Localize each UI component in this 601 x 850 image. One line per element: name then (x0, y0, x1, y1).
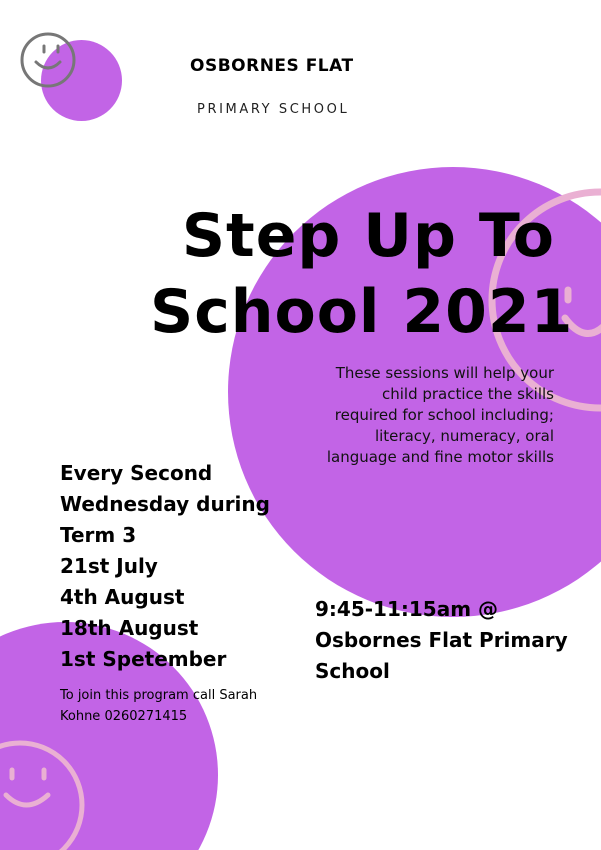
schedule-date: 4th August (60, 585, 185, 609)
schedule-list (60, 458, 300, 675)
schedule-line: Term 3 (60, 523, 137, 547)
school-name: OSBORNES FLAT (190, 56, 354, 76)
event-title (150, 198, 574, 350)
schedule-line: Every Second (60, 461, 213, 485)
schedule-date: 18th August (60, 616, 199, 640)
contact-info: To join this program call Sarah Kohne 0260271415 (60, 688, 258, 724)
event-title-line: School 2021 (150, 277, 574, 347)
smiley-face-icon (0, 743, 82, 850)
event-title-line: Step Up To (181, 201, 555, 271)
time-and-location: 9:45-11:15am @ Osbornes Flat Primary School (315, 597, 568, 683)
smiley-face-icon (22, 34, 74, 86)
school-subtitle: PRIMARY SCHOOL (197, 102, 350, 117)
schedule-date: 1st Spetember (60, 647, 227, 671)
schedule-line: Wednesday during (60, 492, 270, 516)
event-description: These sessions will help your child practice the skills required for school including; literacy, numeracy, oral language and fine motor skills (326, 364, 554, 466)
schedule-date: 21st July (60, 554, 158, 578)
